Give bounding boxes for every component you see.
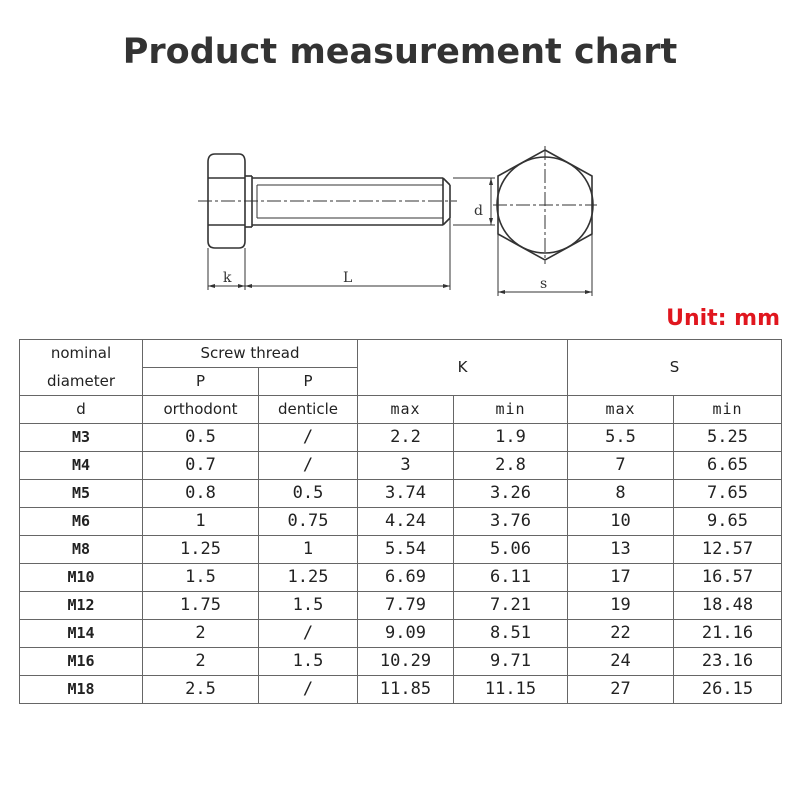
cell-d: M6 [20, 508, 143, 536]
cell-s-max: 17 [568, 564, 674, 592]
cell-p-coarse: 2 [143, 620, 259, 648]
cell-s-min: 21.16 [674, 620, 782, 648]
cell-k-min: 5.06 [454, 536, 568, 564]
cell-p-fine: / [259, 676, 358, 704]
cell-s-min: 18.48 [674, 592, 782, 620]
header-p-coarse: P [143, 368, 259, 396]
header-p-fine: P [259, 368, 358, 396]
table-row [20, 620, 782, 648]
cell-k-min: 3.76 [454, 508, 568, 536]
table-row [20, 676, 782, 704]
cell-k-min: 11.15 [454, 676, 568, 704]
header-s: S [568, 340, 782, 396]
cell-s-max: 22 [568, 620, 674, 648]
cell-d: M4 [20, 452, 143, 480]
header-k: K [358, 340, 568, 396]
cell-d: M3 [20, 424, 143, 452]
cell-p-fine: 1 [259, 536, 358, 564]
header-d: d [20, 396, 143, 424]
cell-s-min: 6.65 [674, 452, 782, 480]
cell-s-max: 19 [568, 592, 674, 620]
table-row [20, 508, 782, 536]
cell-p-coarse: 0.5 [143, 424, 259, 452]
cell-p-coarse: 0.8 [143, 480, 259, 508]
unit-label: Unit: mm [666, 306, 780, 331]
cell-s-max: 7 [568, 452, 674, 480]
table-row [20, 564, 782, 592]
measurement-table [19, 339, 782, 704]
header-k-min: min [454, 396, 568, 424]
cell-d: M12 [20, 592, 143, 620]
header-denticle: denticle [259, 396, 358, 424]
table-row [20, 452, 782, 480]
page-title: Product measurement chart [122, 32, 678, 72]
cell-s-min: 16.57 [674, 564, 782, 592]
cell-p-fine: 1.5 [259, 648, 358, 676]
label-k: k [223, 270, 232, 286]
cell-p-coarse: 2 [143, 648, 259, 676]
cell-s-max: 10 [568, 508, 674, 536]
cell-p-fine: 0.5 [259, 480, 358, 508]
header-nominal: nominal [20, 340, 143, 368]
cell-p-coarse: 0.7 [143, 452, 259, 480]
cell-s-max: 24 [568, 648, 674, 676]
cell-p-fine: / [259, 424, 358, 452]
cell-s-min: 26.15 [674, 676, 782, 704]
cell-k-min: 3.26 [454, 480, 568, 508]
cell-d: M18 [20, 676, 143, 704]
cell-k-max: 7.79 [358, 592, 454, 620]
cell-k-max: 2.2 [358, 424, 454, 452]
cell-p-fine: 1.5 [259, 592, 358, 620]
table-row [20, 592, 782, 620]
header-s-min: min [674, 396, 782, 424]
cell-k-min: 2.8 [454, 452, 568, 480]
cell-s-max: 27 [568, 676, 674, 704]
cell-p-fine: 0.75 [259, 508, 358, 536]
cell-k-max: 3.74 [358, 480, 454, 508]
table-row [20, 480, 782, 508]
cell-k-min: 8.51 [454, 620, 568, 648]
cell-p-fine: / [259, 452, 358, 480]
header-row-3 [20, 396, 782, 424]
cell-k-max: 9.09 [358, 620, 454, 648]
label-s: s [540, 276, 548, 292]
table-row [20, 424, 782, 452]
cell-k-max: 5.54 [358, 536, 454, 564]
table-row [20, 536, 782, 564]
cell-s-max: 13 [568, 536, 674, 564]
cell-d: M16 [20, 648, 143, 676]
header-s-max: max [568, 396, 674, 424]
label-L: L [343, 270, 353, 286]
header-diameter: diameter [20, 368, 143, 396]
cell-k-min: 6.11 [454, 564, 568, 592]
cell-s-min: 9.65 [674, 508, 782, 536]
cell-p-coarse: 1.75 [143, 592, 259, 620]
cell-p-fine: 1.25 [259, 564, 358, 592]
cell-k-min: 7.21 [454, 592, 568, 620]
header-screw-thread: Screw thread [143, 340, 358, 368]
cell-k-min: 1.9 [454, 424, 568, 452]
header-k-max: max [358, 396, 454, 424]
cell-d: M5 [20, 480, 143, 508]
cell-k-max: 6.69 [358, 564, 454, 592]
cell-d: M10 [20, 564, 143, 592]
cell-d: M14 [20, 620, 143, 648]
label-d: d [474, 203, 483, 219]
cell-p-fine: / [259, 620, 358, 648]
cell-k-min: 9.71 [454, 648, 568, 676]
cell-s-max: 8 [568, 480, 674, 508]
cell-s-min: 23.16 [674, 648, 782, 676]
bolt-diagram [195, 140, 605, 300]
cell-d: M8 [20, 536, 143, 564]
cell-k-max: 3 [358, 452, 454, 480]
cell-s-min: 5.25 [674, 424, 782, 452]
cell-p-coarse: 1 [143, 508, 259, 536]
cell-s-min: 12.57 [674, 536, 782, 564]
header-orthodont: orthodont [143, 396, 259, 424]
cell-p-coarse: 1.5 [143, 564, 259, 592]
cell-k-max: 11.85 [358, 676, 454, 704]
cell-p-coarse: 2.5 [143, 676, 259, 704]
cell-s-min: 7.65 [674, 480, 782, 508]
header-row-1 [20, 340, 782, 368]
cell-k-max: 10.29 [358, 648, 454, 676]
cell-s-max: 5.5 [568, 424, 674, 452]
cell-k-max: 4.24 [358, 508, 454, 536]
cell-p-coarse: 1.25 [143, 536, 259, 564]
table-row [20, 648, 782, 676]
